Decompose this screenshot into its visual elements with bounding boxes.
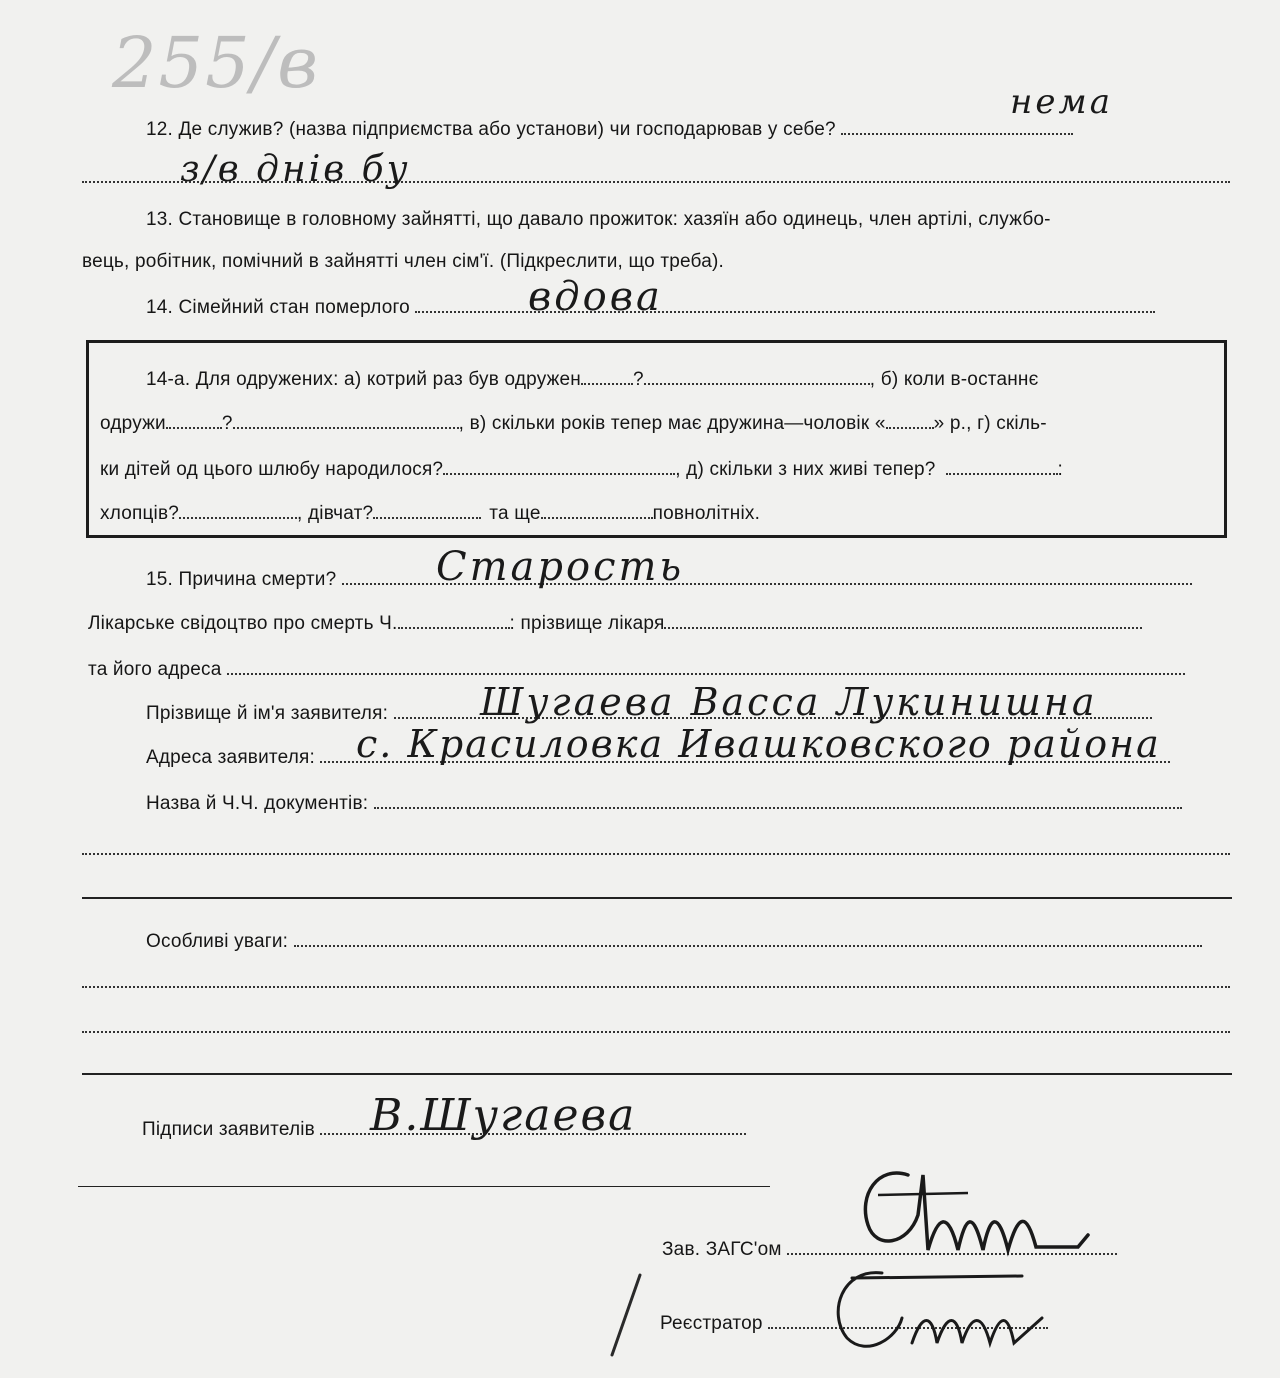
doctor-address-field	[227, 672, 1185, 675]
doctor-surname-label: : прізвище лікаря	[509, 613, 665, 634]
pencil-archive-mark: 255/в	[112, 22, 320, 104]
q14a-mark-2: ?	[221, 413, 233, 434]
applicant-name-label: Прізвище й ім'я заявителя:	[146, 703, 389, 724]
q14a-spouse-age-field	[886, 426, 934, 429]
q12-answer-a: нема	[1010, 82, 1113, 122]
q12-label: 12. Де служив? (назва підприємства або установи) чи господарював у себе?	[146, 119, 836, 140]
q14a-children-alive-field	[946, 472, 1058, 475]
q14a-married-when-field	[166, 426, 222, 429]
q14a-line-3	[100, 458, 1063, 482]
head-signature-scribble	[848, 1155, 1108, 1270]
q14a-spouse-age-label: , в) скільки років тепер має дружина—чоловік «	[458, 413, 886, 434]
remarks-extra-line-1	[82, 986, 1230, 988]
margin-pen-stroke	[600, 1270, 650, 1360]
q12-answer-line	[841, 132, 1073, 135]
q15-label: 15. Причина смерти?	[146, 569, 337, 590]
applicant-signature: В.Шугаева	[370, 1090, 637, 1141]
q14a-adults-label: повнолітніх.	[652, 503, 761, 524]
q14a-married-when-label: одружи	[100, 413, 166, 434]
q14a-line-1	[146, 368, 1039, 392]
section-divider-1	[82, 897, 1232, 899]
q13-line-2: вець, робітник, помічний в зайнятті член сім'ї. (Підкреслити, що треба).	[82, 251, 724, 272]
q14a-married-when-field-2	[233, 426, 459, 429]
q14a-last-married-label: , б) коли в-останнє	[869, 369, 1039, 390]
applicant-name-value: Шугаева Васса Лукинишна	[480, 680, 1098, 724]
q12-answer-b: з/в днів бу	[180, 149, 411, 190]
section-divider-2	[82, 1073, 1232, 1075]
q14-answer-line	[415, 310, 1155, 313]
q14a-times-married-label: 14-а. Для одружених: а) котрий раз був одружен	[146, 369, 581, 390]
applicant-documents-field	[374, 806, 1182, 809]
registrar-signature-scribble	[822, 1258, 1062, 1358]
q14a-children-born-label: ки дітей од цього шлюбу народилося?	[100, 459, 444, 480]
remarks-field	[294, 944, 1202, 947]
q15-answer: Старость	[436, 544, 685, 590]
remarks-line	[146, 930, 1202, 954]
applicants-signature-label: Підписи заявителів	[142, 1119, 315, 1140]
q14a-line-2	[100, 412, 1047, 436]
q14a-adults-field	[541, 516, 653, 519]
medical-certificate-label: Лікарське свідоцтво про смерть Ч.	[88, 613, 398, 634]
q14a-times-married-field	[581, 382, 633, 385]
medical-line-1	[88, 612, 1142, 636]
q14a-spouse-age-suffix: » р., г) скіль-	[933, 413, 1047, 434]
applicant-documents-label: Назва й Ч.Ч. документів:	[146, 793, 369, 814]
q14a-line-4	[100, 502, 760, 526]
doctor-address-label: та його адреса	[88, 659, 222, 680]
doctor-surname-field	[664, 626, 1142, 629]
q14a-times-married-field-2	[644, 382, 870, 385]
documents-extra-line	[82, 853, 1230, 855]
q14-label: 14. Сімейний стан померлого	[146, 297, 410, 318]
head-label: Зав. ЗАГС'ом	[662, 1239, 782, 1260]
q14a-children-alive-label: , д) скільки з них живі тепер?	[675, 459, 936, 480]
remarks-extra-line-2	[82, 1031, 1230, 1033]
medical-line-2	[88, 658, 1185, 682]
q14a-boys-label: хлопців?	[100, 503, 180, 524]
q14a-also-label: та ще	[489, 503, 541, 524]
applicant-address-label: Адреса заявителя:	[146, 747, 315, 768]
remarks-label: Особливі уваги:	[146, 931, 289, 952]
q14a-colon: :	[1057, 459, 1063, 480]
q14-answer: вдова	[528, 274, 663, 320]
registrar-label: Реєстратор	[660, 1313, 763, 1334]
q14a-girls-label: , дівчат?	[297, 503, 374, 524]
medical-certificate-number-field	[398, 626, 510, 629]
signature-underline	[78, 1186, 770, 1187]
q14a-mark: ?	[633, 369, 644, 390]
applicant-address-value: с. Красиловка Ивашковского района	[356, 722, 1161, 766]
q14a-boys-field	[179, 516, 297, 519]
q12-line	[146, 118, 1073, 142]
applicant-documents-line	[146, 792, 1182, 816]
q13-line-1: 13. Становище в головному зайнятті, що давало прожиток: хазяїн або одинець, член артілі, службо-	[146, 209, 1051, 230]
q14a-girls-field	[373, 516, 481, 519]
q14a-children-born-field	[443, 472, 675, 475]
